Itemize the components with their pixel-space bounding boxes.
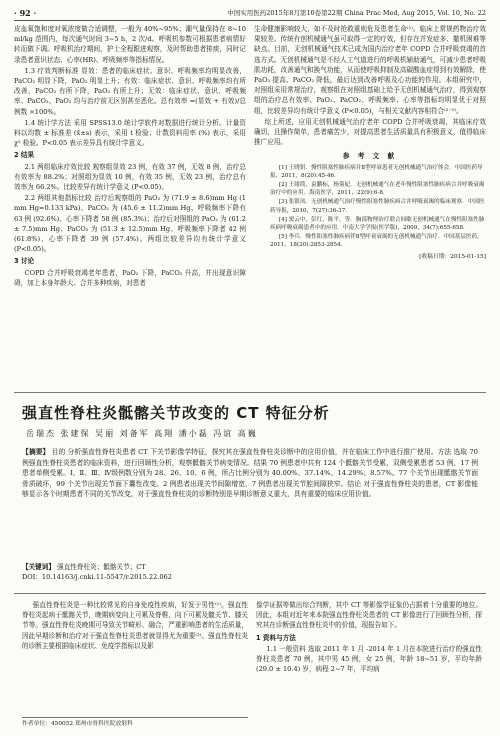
body-left-column: [22, 600, 248, 652]
reference-item: [5] 李兵．慢性阻塞性肺疾病伴Ⅱ型呼衰衰竭的无创机械通气治疗．中国基层医药，2011，18(20):2853-2854．: [270, 234, 483, 249]
section-heading: 1 资料与方法: [256, 633, 296, 642]
page-header: [14, 6, 486, 21]
abstract-text: 目的 分析强直性脊柱炎患者 CT 下关节影像学特征，探究其在强直性脊柱炎诊断中的应用价值，并在临床工作中进行推广使用。方法 选取 70 例强直性脊柱炎患者的临床资料，进行回顾性分析，观察骶髂关节病变情况。结果 70 例患者中共有 124 个骶髂关节受累，双侧受累患者 53 例，17 例患者单侧受累。Ⅰ、Ⅱ、Ⅲ、Ⅳ级例数分别为 28、26、10、6 例，所占比例分别为 40.00%、37.14%、14.29%、8.57%。77 个关节出现骶髂关节面骨质破坏，99 个关节出现关节面下囊性改变。2 例患者出现关节间隙增宽，7 例患者出现关节腔间隙狭窄。结论 对于强直性脊柱炎的患者，CT 影像能够显示各个时期患者不同的关节改变，对于强直性脊柱炎的诊断特别是早期诊断意义重大，具有重要的临床应用价值。: [22, 448, 479, 499]
section-heading: 3 讨论: [14, 257, 35, 266]
abstract-label: 【摘要】: [22, 448, 50, 456]
section-heading: 2 结果: [14, 151, 35, 160]
paragraph: 2.1 两组临床疗效比较 观察组显效 23 例，有效 37 例，无效 8 例，治疗总有效率为 88.2%；对照组为显效 10 例，有效 35 例，无效 23 例，治疗总有效率为 66.2%。比较差异有统计学意义 (P<0.05)。: [14, 162, 246, 192]
paragraph: 像学证据等做出综合判断，其中 CT 等影像学征象仍占据着十分重要的地位。因此，本组对近年来本院强直性脊柱炎患者的 CT 影像进行了回顾性分析，探究其在诊断强直性脊柱炎中的价值，现报告如下。: [256, 601, 482, 630]
paragraph: 1.4 统计学方法 采用 SPSS13.0 统计学软件对数据进行统计分析。计量资料以均数 ± 标准差 (x̄±s) 表示，采用 t 检验；计数资料用率 (%) 表示，采用 χ² 检验。P<0.05 表示差异具有统计学意义。: [14, 118, 246, 148]
keywords-text: 强直性脊柱炎；骶髂关节；CT: [57, 563, 146, 571]
paragraph: 生命健康影响较大，如不及时抢救重则危及患者生命⁽¹⁾。临床上常规药物治疗效果较差。传统有创机械通气虽可取得一定的疗效，但存在并发症多、撤机困难等缺点。目前，无创机械通气技术已成为国内治疗老年 COPD 合并呼吸衰竭的首选方式。无创机械通气是不经人工气道进行的呼吸机辅助通气，可减少患者呼吸肌功耗，改善通气和换气功能，从而使呼吸抑制及高碳酸血症得到有效解除，使 PaO₂ 提高、PaCO₂ 降低，最后达到改善呼吸及心功能的作用。本组研究中，对照组采用常规治疗，观察组在对照组基础上给予无创机械通气治疗，得到观察组的治疗总有效率、PaO₂、PaCO₂、呼吸频率、心率等指标均明显优于对照组，比较差异均有统计学意义 (P<0.05)，与相关文献内容相符合⁽²⁻⁵⁾。: [254, 25, 486, 115]
reference-item: [4] 窦云中，彭红，陈平，等．胸部物理治疗联合间歇无创机械通气在慢性阻塞性肺疾病呼吸衰竭患者中的应用．中南大学学报(医学版)，2009，34(7):655-658．: [270, 216, 485, 232]
paragraph: 综上所述，应用无创机械通气治疗老年 COPD 合并呼吸衰竭，其临床疗效确切，且操作简单，患者痛苦少，对提高患者生活质量具有积极意义，值得临床推广应用。: [254, 117, 486, 147]
paragraph: 强直性脊柱炎是一种比较常见的自身免疫性疾病，好发于男性⁽¹⁾。强直性脊柱炎起病于骶髂关节，晚期病变向上可累及脊椎，向下可累及髋关节、膝关节等。强直性脊柱炎晚期可导致关节畸形、融合，严重影响患者的生活质量，因此早期诊断和治疗对于强直性脊柱炎患者就显得尤为重要⁽²⁾。强直性脊柱炎的诊断主要根据临床症状、免疫学指标以及影: [22, 601, 248, 650]
reference-item: [2] 王绪简，袁鹏标，杨菊妃．无创机械通气在老年慢性阻塞性肺疾病合并呼吸衰竭治疗中的应用．海南医学，2011，22(9):6-8．: [270, 182, 485, 197]
paragraph: 1.3 疗效判断标准 显效：患者的临床症状、意识、呼吸频率均明显改善，PaCO₂ 明显下降，PaO₂ 明显上升；有效：临床症状、意识、呼吸频率均有所改善，PaCO₂ 有所下降，PaO₂ 有所上升；无效：临床症状、意识、呼吸频率、PaCO₂、PaO₂ 均与治疗前无区别甚至恶化。总有效率 =(显效 + 有效)/总例数 ×100%。: [14, 66, 246, 116]
divider: [14, 392, 486, 393]
doi: DOI：10.14163/j.cnki.11-5547/r.2015.22.062: [22, 573, 172, 581]
paragraph: COPD 合并呼吸衰竭老年患者，PaO₂ 下降，PaCO₂ 升高，并出现意识障碍，加上本身年龄大、合并多种疾病，对患者: [14, 268, 246, 287]
body-right-column: [256, 600, 482, 675]
keywords-label: 【关键词】: [22, 563, 55, 571]
right-column: [254, 24, 486, 262]
left-column: [14, 24, 246, 289]
page-number: · 92 ·: [14, 8, 37, 18]
article-identifiers: [22, 562, 478, 582]
reference-item: [1] 王晓钥．慢性阻塞性肺疾病并Ⅱ型呼衰患者无创机械通气治疗体会．中国医药导报，2011，8(20):45-46．: [270, 164, 483, 179]
divider: [14, 593, 486, 594]
author-affiliation: 作者单位：450052 郑州市骨科医院放射科: [22, 717, 248, 729]
paragraph: 1.1 一般资料 选取 2011 年 1 月 -2014 年 1 月在本院进行治疗的强直性脊柱炎患者 70 例，其中男 45 例，女 25 例，年龄 18~51 岁，平均年龄 (29.0 ± 10.4) 岁，病程 2~7 年，平均病: [256, 644, 482, 674]
article-authors: 岳瑞杰 张建保 吴丽 刘备军 高翔 潘小磊 冯谊 高巍: [26, 429, 258, 438]
references-title: 参 考 文 献: [342, 152, 398, 161]
article-title: 强直性脊柱炎骶髂关节改变的 CT 特征分析: [22, 404, 330, 422]
received-date: [收稿日期：2015-01-15]: [419, 253, 486, 260]
abstract: [22, 447, 478, 500]
reference-item: [3] 张银凤．无创机械通气治疗慢性阻塞性肺疾病合并呼吸衰竭的临床观察．中国医药导报，2010，7(27):36-37．: [270, 199, 485, 214]
paragraph: 2.2 两组其他指标比较 治疗后观察组的 PaO₂ 为 (71.9 ± 8.6)mm Hg (1 mm Hg=0.133 kPa)、PaCO₂ 为 (45.6 ± 11.2)mm Hg、呼吸频率下降有 63 例 (92.6%)、心率下降者 58 例 (85.3%)；治疗后对照组的 PaO₂ 为 (61.2 ± 7.5)mm Hg、PaCO₂ 为 (51.3 ± 12.5)mm Hg、呼吸频率下降者 42 例 (61.8%)、心率下降者 39 例 (57.4%)。两组比较差异均有统计学意义 (P<0.05)。: [14, 194, 246, 254]
journal-info: 中国实用医药2015年8月第10卷第22期 China Prac Med, Aug 2015, Vol. 10, No. 22: [227, 9, 486, 17]
paragraph: 皮血氧饱和度对氧浓度做合适调整，一般为 40%~95%；潮气量保持在 8~10 ml/kg 范围内，每次通气时间 3~5 h，2 次/d。呼吸机参数可根据患者病情好转而做下调。呼吸机治疗期间，护士全程跟进观察，及时帮助患者排痰，同时记录患者意识状态、心率(HR)、呼吸频率等指标情况。: [14, 25, 246, 64]
